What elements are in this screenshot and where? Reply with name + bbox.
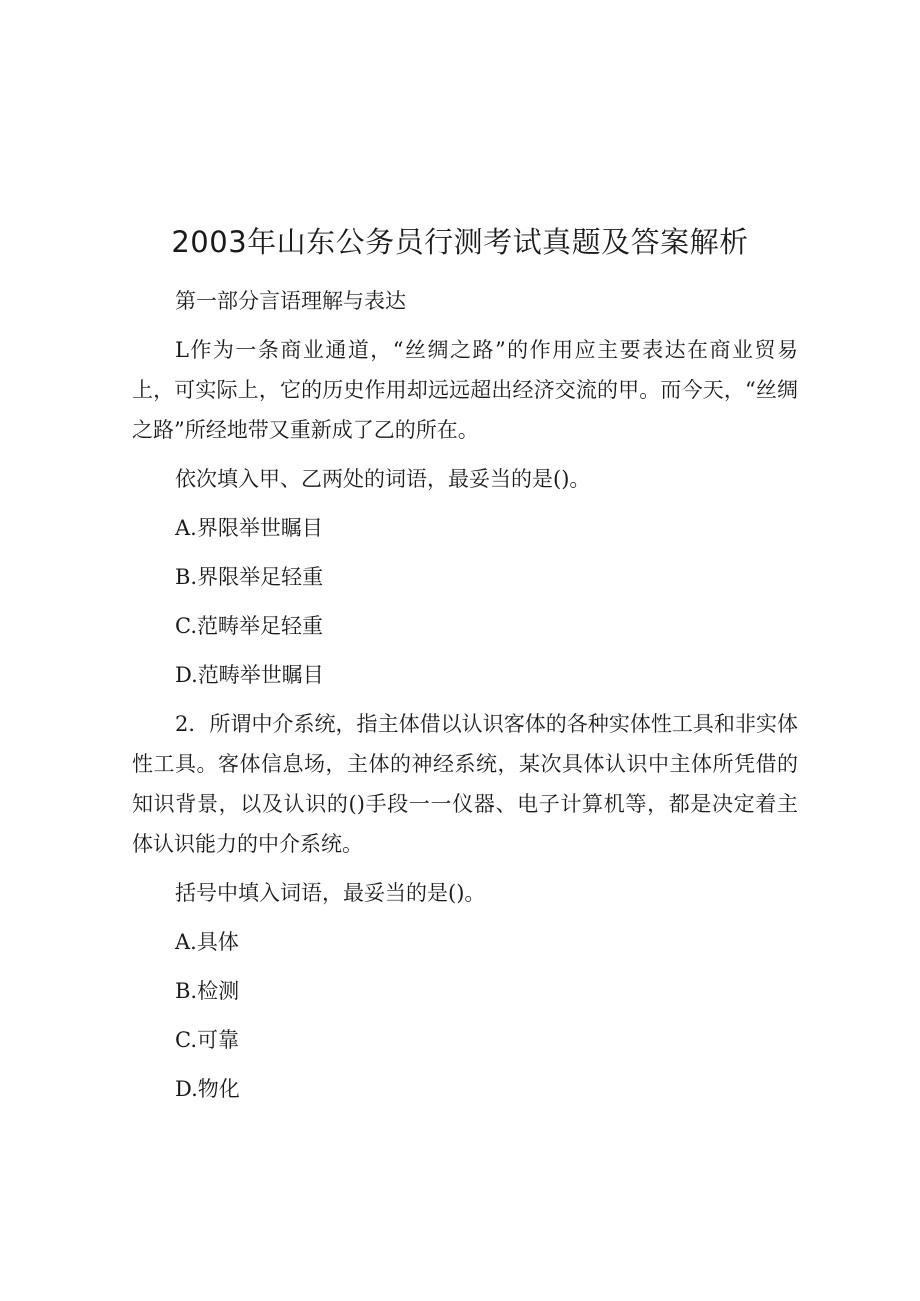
question-2-prompt: 括号中填入词语，最妥当的是()。 xyxy=(175,881,486,905)
question-1-option-d: D.范畴举世瞩目 xyxy=(175,663,324,687)
document-title: 2003年山东公务员行测考试真题及答案解析 xyxy=(171,225,749,259)
question-2-option-b: B.检测 xyxy=(175,979,240,1003)
section-heading: 第一部分言语理解与表达 xyxy=(175,289,406,313)
question-2-option-d: D.物化 xyxy=(175,1077,240,1101)
question-2-option-a: A.具体 xyxy=(175,930,239,954)
question-2-stem: 2．所谓中介系统，指主体借以认识客体的各种实体性工具和非实体性工具。客体信息场，主体的神经系统，某次具体认识中主体所凭借的知识背景，以及认识的()手段一一仪器、电子计算机等，都是决定着主体认识能力的中介系统。 xyxy=(132,712,798,856)
question-1-option-b: B.界限举足轻重 xyxy=(175,565,324,589)
question-1-prompt: 依次填入甲、乙两处的词语，最妥当的是()。 xyxy=(175,467,591,491)
question-1-option-c: C.范畴举足轻重 xyxy=(175,614,323,638)
question-2-option-c: C.可靠 xyxy=(175,1028,239,1052)
question-1-stem: L作为一条商业通道，“丝绸之路”的作用应主要表达在商业贸易上，可实际上，它的历史作用却远远超出经济交流的甲。而今天，“丝绸之路”所经地带又重新成了乙的所在。 xyxy=(132,338,798,442)
document-body xyxy=(132,281,798,1118)
question-1-option-a: A.界限举世瞩目 xyxy=(175,516,323,540)
